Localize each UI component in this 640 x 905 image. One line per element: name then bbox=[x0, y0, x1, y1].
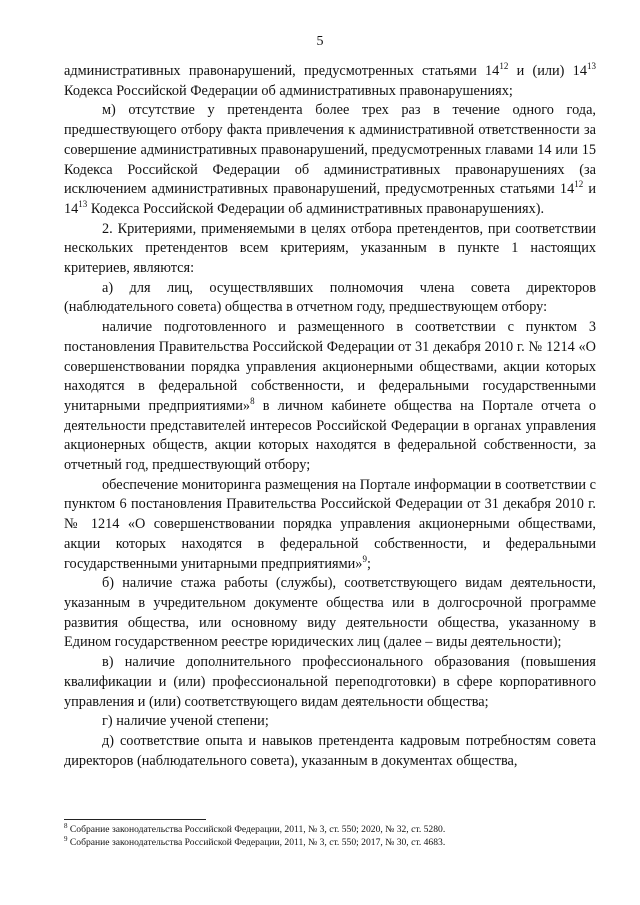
paragraph-text: и (или) 14 bbox=[508, 63, 587, 79]
paragraph bbox=[64, 712, 596, 732]
paragraph bbox=[64, 220, 596, 279]
paragraph-text: в личном кабинете общества на Портале отчета о деятельности представителей интересов Российской Федерации в органах управления акционерных обществ, акции которых находятся в федеральной собственности, за отчетный год, предшествующий отбору; bbox=[64, 397, 596, 474]
paragraph-text: б) наличие стажа работы (службы), соответствующего видам деятельности, указанным в учредительном документе общества или в долгосрочной программе развития общества, или основному виду деятельности общества, указанному в Едином государственном реестре юридических лиц (далее – виды деятельности); bbox=[64, 575, 596, 651]
footnote-separator bbox=[64, 819, 206, 820]
paragraph bbox=[64, 101, 596, 219]
paragraph-text: д) соответствие опыта и навыков претендента кадровым потребностям совета директоров (наблюдательного совета), указанным в документах общества, bbox=[64, 732, 596, 769]
paragraph-text: обеспечение мониторинга размещения на Портале информации в соответствии с пунктом 6 постановления Правительства Российской Федерации от 31 декабря 2010 г. № 1214 «О совершенствовании порядка управления акционерными обществами, акции которых находятся в федеральной собственности, и федеральными государственными унитарными предприятиями» bbox=[64, 476, 596, 572]
superscript-reference: 12 bbox=[574, 179, 584, 190]
superscript-reference: 12 bbox=[499, 61, 509, 72]
footnote bbox=[64, 836, 596, 849]
superscript-reference: 13 bbox=[586, 61, 596, 72]
document-body bbox=[64, 62, 596, 771]
footnote-text: Собрание законодательства Российской Федерации, 2011, № 3, ст. 550; 2017, № 30, ст. 4683. bbox=[67, 837, 446, 848]
footnote bbox=[64, 823, 596, 836]
paragraph-text: г) наличие ученой степени; bbox=[102, 713, 269, 730]
paragraph-text: м) отсутствие у претендента более трех раз в течение одного года, предшествующего отбору факта привлечения к административной ответственности за совершение административных правонарушений, предусмотренных главами 14 или 15 Кодекса Российской Федерации об административных правонарушениях (за исключением административных правонарушений, предусмотренных статьями 14 bbox=[64, 102, 596, 198]
paragraph bbox=[64, 732, 596, 771]
paragraph bbox=[64, 279, 596, 318]
paragraph bbox=[64, 62, 596, 101]
paragraph bbox=[64, 318, 596, 476]
paragraph-text: административных правонарушений, предусмотренных статьями 14 bbox=[64, 63, 500, 79]
page-number: 5 bbox=[316, 34, 324, 49]
superscript-reference: 8 bbox=[250, 396, 255, 407]
superscript-reference: 9 bbox=[362, 553, 367, 564]
paragraph-text: ; bbox=[366, 555, 371, 572]
superscript-reference: 13 bbox=[78, 199, 88, 210]
footnote-mark: 8 bbox=[64, 821, 68, 830]
footnotes bbox=[64, 823, 596, 849]
paragraph-text: Кодекса Российской Федерации об административных правонарушениях). bbox=[87, 200, 545, 217]
paragraph bbox=[64, 653, 596, 712]
paragraph-text: 2. Критериями, применяемыми в целях отбора претендентов, при соответствии нескольких претендентов всем критериям, указанным в пункте 1 настоящих критериев, являются: bbox=[64, 220, 596, 277]
paragraph bbox=[64, 476, 596, 575]
footnote-mark: 9 bbox=[64, 834, 68, 843]
paragraph-text: наличие подготовленного и размещенного в соответствии с пунктом 3 постановления Правительства Российской Федерации от 31 декабря 2010 г. № 1214 «О совершенствовании порядка управления акционерными обществами, акции которых находятся в федеральной собственности, и федеральными государственными унитарными предприятиями» bbox=[64, 319, 596, 414]
paragraph bbox=[64, 574, 596, 653]
paragraph-text: и 14 bbox=[64, 181, 596, 217]
footnote-text: Собрание законодательства Российской Федерации, 2011, № 3, ст. 550; 2020, № 32, ст. 5280. bbox=[67, 824, 446, 835]
paragraph-text: Кодекса Российской Федерации об административных правонарушениях; bbox=[64, 82, 513, 99]
paragraph-text: а) для лиц, осуществлявших полномочия члена совета директоров (наблюдательного совета) общества в отчетном году, предшествующем отбору: bbox=[64, 279, 596, 316]
paragraph-text: в) наличие дополнительного профессионального образования (повышения квалификации и (или) профессиональной переподготовки) в сфере корпоративного управления и (или) соответствующего видам деятельности общества; bbox=[64, 654, 596, 710]
